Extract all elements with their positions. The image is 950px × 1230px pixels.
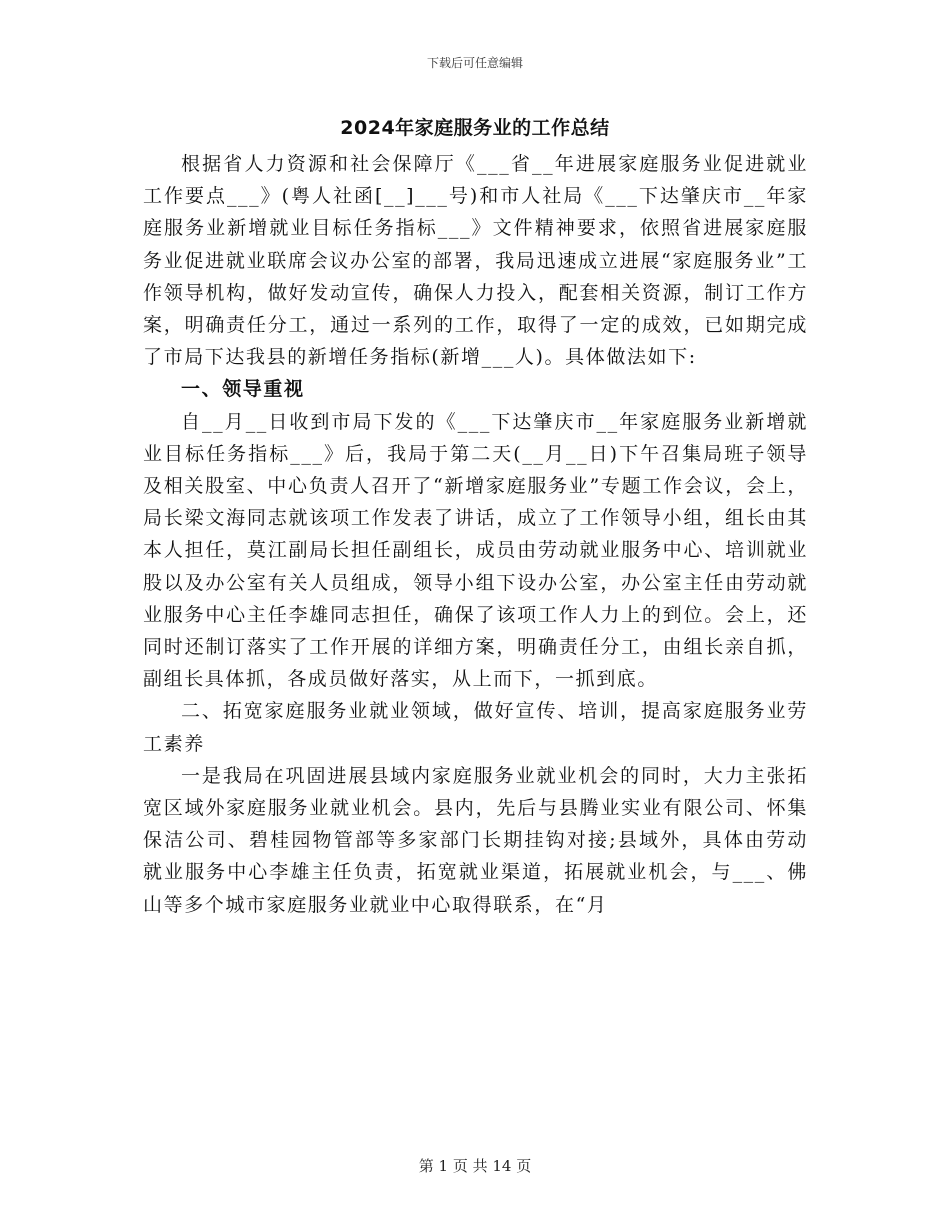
paragraph-leadership: 自__月__日收到市局下发的《___下达肇庆市__年家庭服务业新增就业目标任务指标___》后，我局于第二天(__月__日)下午召集局班子领导及相关股室、中心负责人召开了“新增家庭服务业”专题工作会议，会上，局长梁文海同志就该项工作发表了讲话，成立了工作领导小组，组长由其本人担任，莫江副局长担任副组长，成员由劳动就业服务中心、培训就业股以及办公室有关人员组成，领导小组下设办公室，办公室主任由劳动就业服务中心主任李雄同志担任，确保了该项工作人力上的到位。会上，还同时还制订落实了工作开展的详细方案，明确责任分工，由组长亲自抓，副组长具体抓，各成员做好落实，从上而下，一抓到底。 [143,410,808,691]
paragraph-intro: 根据省人力资源和社会保障厅《___省__年进展家庭服务业促进就业工作要点___》(粤人社函[__]___号)和市人社局《___下达肇庆市__年家庭服务业新增就业目标任务指标___》文件精神要求，依照省进展家庭服务业促进就业联席会议办公室的部署，我局迅速成立进展“家庭服务业”工作领导机构，做好发动宣传，确保人力投入，配套相关资源，制订工作方案，明确责任分工，通过一系列的工作，取得了一定的成效，已如期完成了市局下达我县的新增任务指标(新增___人)。具体做法如下: [143,153,808,369]
section-heading-expand: 二、拓宽家庭服务业就业领域，做好宣传、培训，提高家庭服务业劳工素养 [143,700,808,755]
section-heading-leadership: 一、领导重视 [181,378,305,401]
document-title: 2024年家庭服务业的工作总结 [340,117,610,139]
page-number-footer: 第 1 页 共 14 页 [418,1157,532,1175]
paragraph-expand: 一是我局在巩固进展县域内家庭服务业就业机会的同时，大力主张拓宽区域外家庭服务业就业机会。县内，先后与县腾业实业有限公司、怀集保洁公司、碧桂园物管部等多家部门长期挂钩对接;县域外，具体由劳动就业服务中心李雄主任负责，拓宽就业渠道，拓展就业机会，与___、佛山等多个城市家庭服务业就业中心取得联系，在“月 [143,764,808,916]
document-body [143,148,808,921]
page-header-note: 下载后可任意编辑 [426,56,523,70]
